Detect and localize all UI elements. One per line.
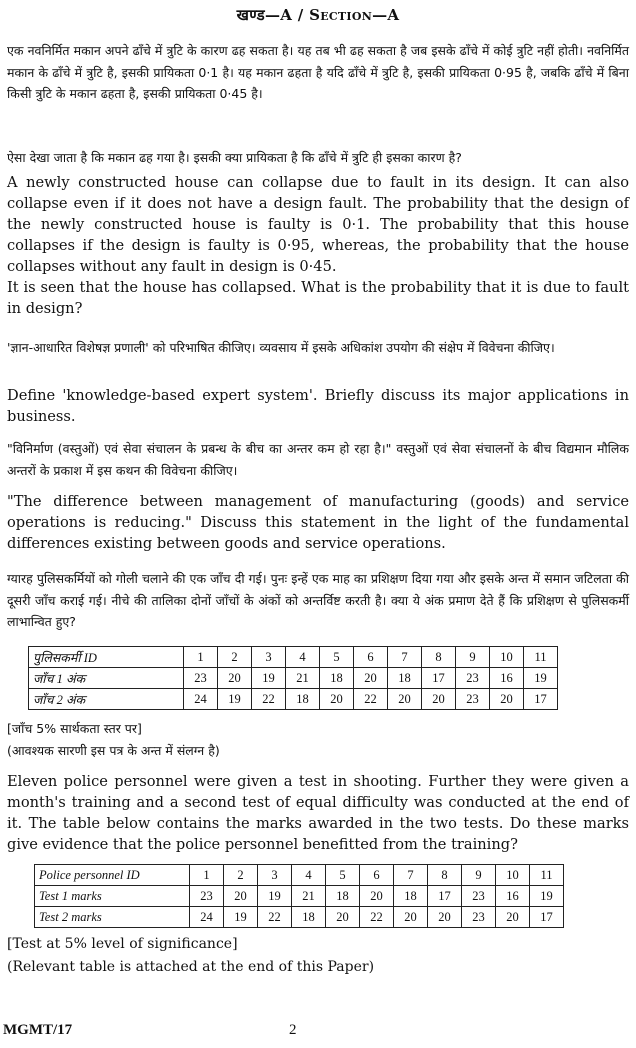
section-heading-hindi: खण्ड—A <box>236 6 293 24</box>
table-cell: 1 <box>184 647 218 668</box>
table-cell: 20 <box>394 907 428 928</box>
table-cell: 19 <box>218 689 252 710</box>
q2-english: Define 'knowledge-based expert system'. Briefly discuss its major applications in business. <box>7 387 629 425</box>
english-marks-table <box>34 864 564 928</box>
table-cell: 20 <box>496 907 530 928</box>
table-cell: 18 <box>292 907 326 928</box>
table-cell: 20 <box>354 668 388 689</box>
row-label: Police personnel ID <box>35 865 190 886</box>
q4-hindi-note-significance: [जाँच 5% सार्थकता स्तर पर] <box>7 721 142 736</box>
q1-english-block <box>7 172 629 319</box>
table-cell: 7 <box>394 865 428 886</box>
table-cell: 17 <box>524 689 558 710</box>
table-cell: 8 <box>428 865 462 886</box>
table-cell: 18 <box>326 886 360 907</box>
table-cell: 2 <box>218 647 252 668</box>
table-cell: 17 <box>422 668 456 689</box>
table-cell: 20 <box>326 907 360 928</box>
row-label: Test 1 marks <box>35 886 190 907</box>
section-heading <box>0 5 636 25</box>
table-cell: 23 <box>462 886 496 907</box>
row-label: जाँच 2 अंक <box>29 689 184 710</box>
q1-english: A newly constructed house can collapse due to fault in its design. It can also collapse even if it does not have a design fault. The probability that the design of the newly constructed house is faulty is 0·1. The probability that this house collapses if the design is faulty is 0·95, whereas, the probability that the house collapses without any fault in design is 0·45. <box>7 174 629 275</box>
row-label: पुलिसकर्मी ID <box>29 647 184 668</box>
table-cell: 20 <box>320 689 354 710</box>
table-row <box>35 865 564 886</box>
table-cell: 8 <box>422 647 456 668</box>
table-cell: 19 <box>224 907 258 928</box>
table-cell: 19 <box>524 668 558 689</box>
table-cell: 22 <box>252 689 286 710</box>
table-cell: 20 <box>388 689 422 710</box>
section-heading-english: Section—A <box>309 6 400 24</box>
table-cell: 20 <box>224 886 258 907</box>
q3-english: "The difference between management of manufacturing (goods) and service operations is reducing." Discuss this statement in the light of the fundamental differences existing between goods and service operations. <box>7 493 629 552</box>
table-cell: 4 <box>286 647 320 668</box>
table-cell: 10 <box>496 865 530 886</box>
table-cell: 20 <box>360 886 394 907</box>
table-cell: 23 <box>456 689 490 710</box>
table-cell: 23 <box>462 907 496 928</box>
table-cell: 18 <box>320 668 354 689</box>
q4-hindi-note-table: (आवश्यक सारणी इस पत्र के अन्त में संलग्न है) <box>7 743 220 758</box>
q4-english: Eleven police personnel were given a test in shooting. Further they were given a month's training and a second test of equal difficulty was conducted at the end of it. The table below contains the marks awarded in the two tests. Do these marks give evidence that the police personnel benefitted from the training? <box>7 773 629 853</box>
table-row <box>29 668 558 689</box>
table-cell: 11 <box>524 647 558 668</box>
table-cell: 3 <box>252 647 286 668</box>
table-cell: 24 <box>190 907 224 928</box>
paper-code: MGMT/17 <box>3 1022 73 1038</box>
table-cell: 17 <box>428 886 462 907</box>
table-cell: 22 <box>360 907 394 928</box>
table-cell: 6 <box>354 647 388 668</box>
table-cell: 19 <box>258 886 292 907</box>
table-row <box>29 647 558 668</box>
table-row <box>35 886 564 907</box>
q4-english-note-table: (Relevant table is attached at the end of this Paper) <box>7 959 375 975</box>
table-cell: 20 <box>218 668 252 689</box>
table-cell: 11 <box>530 865 564 886</box>
table-cell: 3 <box>258 865 292 886</box>
table-cell: 18 <box>394 886 428 907</box>
table-cell: 20 <box>490 689 524 710</box>
table-cell: 4 <box>292 865 326 886</box>
q1-hindi: एक नवनिर्मित मकान अपने ढाँचे में त्रुटि के कारण ढह सकता है। यह तब भी ढह सकता है जब इसके ढाँचे में कोई त्रुटि नहीं होती। नवनिर्मित मकान के ढाँचे में त्रुटि है, इसकी प्रायिकता 0·1 है। यह मकान ढहता है यदि ढाँचे में त्रुटि है, इसकी प्रायिकता 0·95 है, जबकि ढाँचे में बिना किसी त्रुटि के मकान ढहता है, इसकी प्रायिकता 0·45 है। <box>7 43 629 101</box>
table-cell: 10 <box>490 647 524 668</box>
table-cell: 23 <box>456 668 490 689</box>
q4-hindi: ग्यारह पुलिसकर्मियों को गोली चलाने की एक जाँच दी गई। पुनः इन्हें एक माह का प्रशिक्षण दिया गया और इसके अन्त में समान जटिलता की दूसरी जाँच कराई गई। नीचे की तालिका दोनों जाँचों के अंकों को अन्तर्विष्ट करती है। क्या ये अंक प्रमाण देते हैं कि प्रशिक्षण से पुलिसकर्मी लाभान्वित हुए? <box>7 571 629 629</box>
table-cell: 21 <box>292 886 326 907</box>
table-cell: 18 <box>388 668 422 689</box>
table-cell: 20 <box>422 689 456 710</box>
q3-hindi: "विनिर्माण (वस्तुओं) एवं सेवा संचालन के प्रबन्ध के बीच का अन्तर कम हो रहा है।" वस्तुओं एवं सेवा संचालनों के बीच विद्यमान मौलिक अन्तरों के प्रकाश में इस कथन की विवेचना कीजिए। <box>7 441 629 478</box>
table-cell: 19 <box>252 668 286 689</box>
table-cell: 1 <box>190 865 224 886</box>
table-cell: 16 <box>496 886 530 907</box>
table-cell: 23 <box>184 668 218 689</box>
q1-hindi-question: ऐसा देखा जाता है कि मकान ढह गया है। इसकी क्या प्रायिकता है कि ढाँचे में त्रुटि ही इसका कारण है? <box>7 150 462 165</box>
table-cell: 5 <box>326 865 360 886</box>
table-cell: 17 <box>530 907 564 928</box>
table-cell: 22 <box>258 907 292 928</box>
table-cell: 9 <box>456 647 490 668</box>
row-label: जाँच 1 अंक <box>29 668 184 689</box>
table-cell: 24 <box>184 689 218 710</box>
q4-english-note-significance: [Test at 5% level of significance] <box>7 936 238 952</box>
hindi-marks-table <box>28 646 558 710</box>
table-cell: 19 <box>530 886 564 907</box>
table-cell: 6 <box>360 865 394 886</box>
table-cell: 9 <box>462 865 496 886</box>
table-row <box>29 689 558 710</box>
page-number: 2 <box>289 1022 297 1038</box>
section-heading-separator: / <box>297 6 304 24</box>
q1-english-question: It is seen that the house has collapsed. What is the probability that it is due to fault in design? <box>7 279 629 317</box>
table-cell: 20 <box>428 907 462 928</box>
table-cell: 7 <box>388 647 422 668</box>
table-cell: 2 <box>224 865 258 886</box>
table-cell: 23 <box>190 886 224 907</box>
table-row <box>35 907 564 928</box>
table-cell: 18 <box>286 689 320 710</box>
q2-hindi: 'ज्ञान-आधारित विशेषज्ञ प्रणाली' को परिभाषित कीजिए। व्यवसाय में इसके अधिकांश उपयोग की संक्षेप में विवेचना कीजिए। <box>7 340 555 355</box>
table-cell: 5 <box>320 647 354 668</box>
table-cell: 21 <box>286 668 320 689</box>
table-cell: 22 <box>354 689 388 710</box>
table-cell: 16 <box>490 668 524 689</box>
row-label: Test 2 marks <box>35 907 190 928</box>
